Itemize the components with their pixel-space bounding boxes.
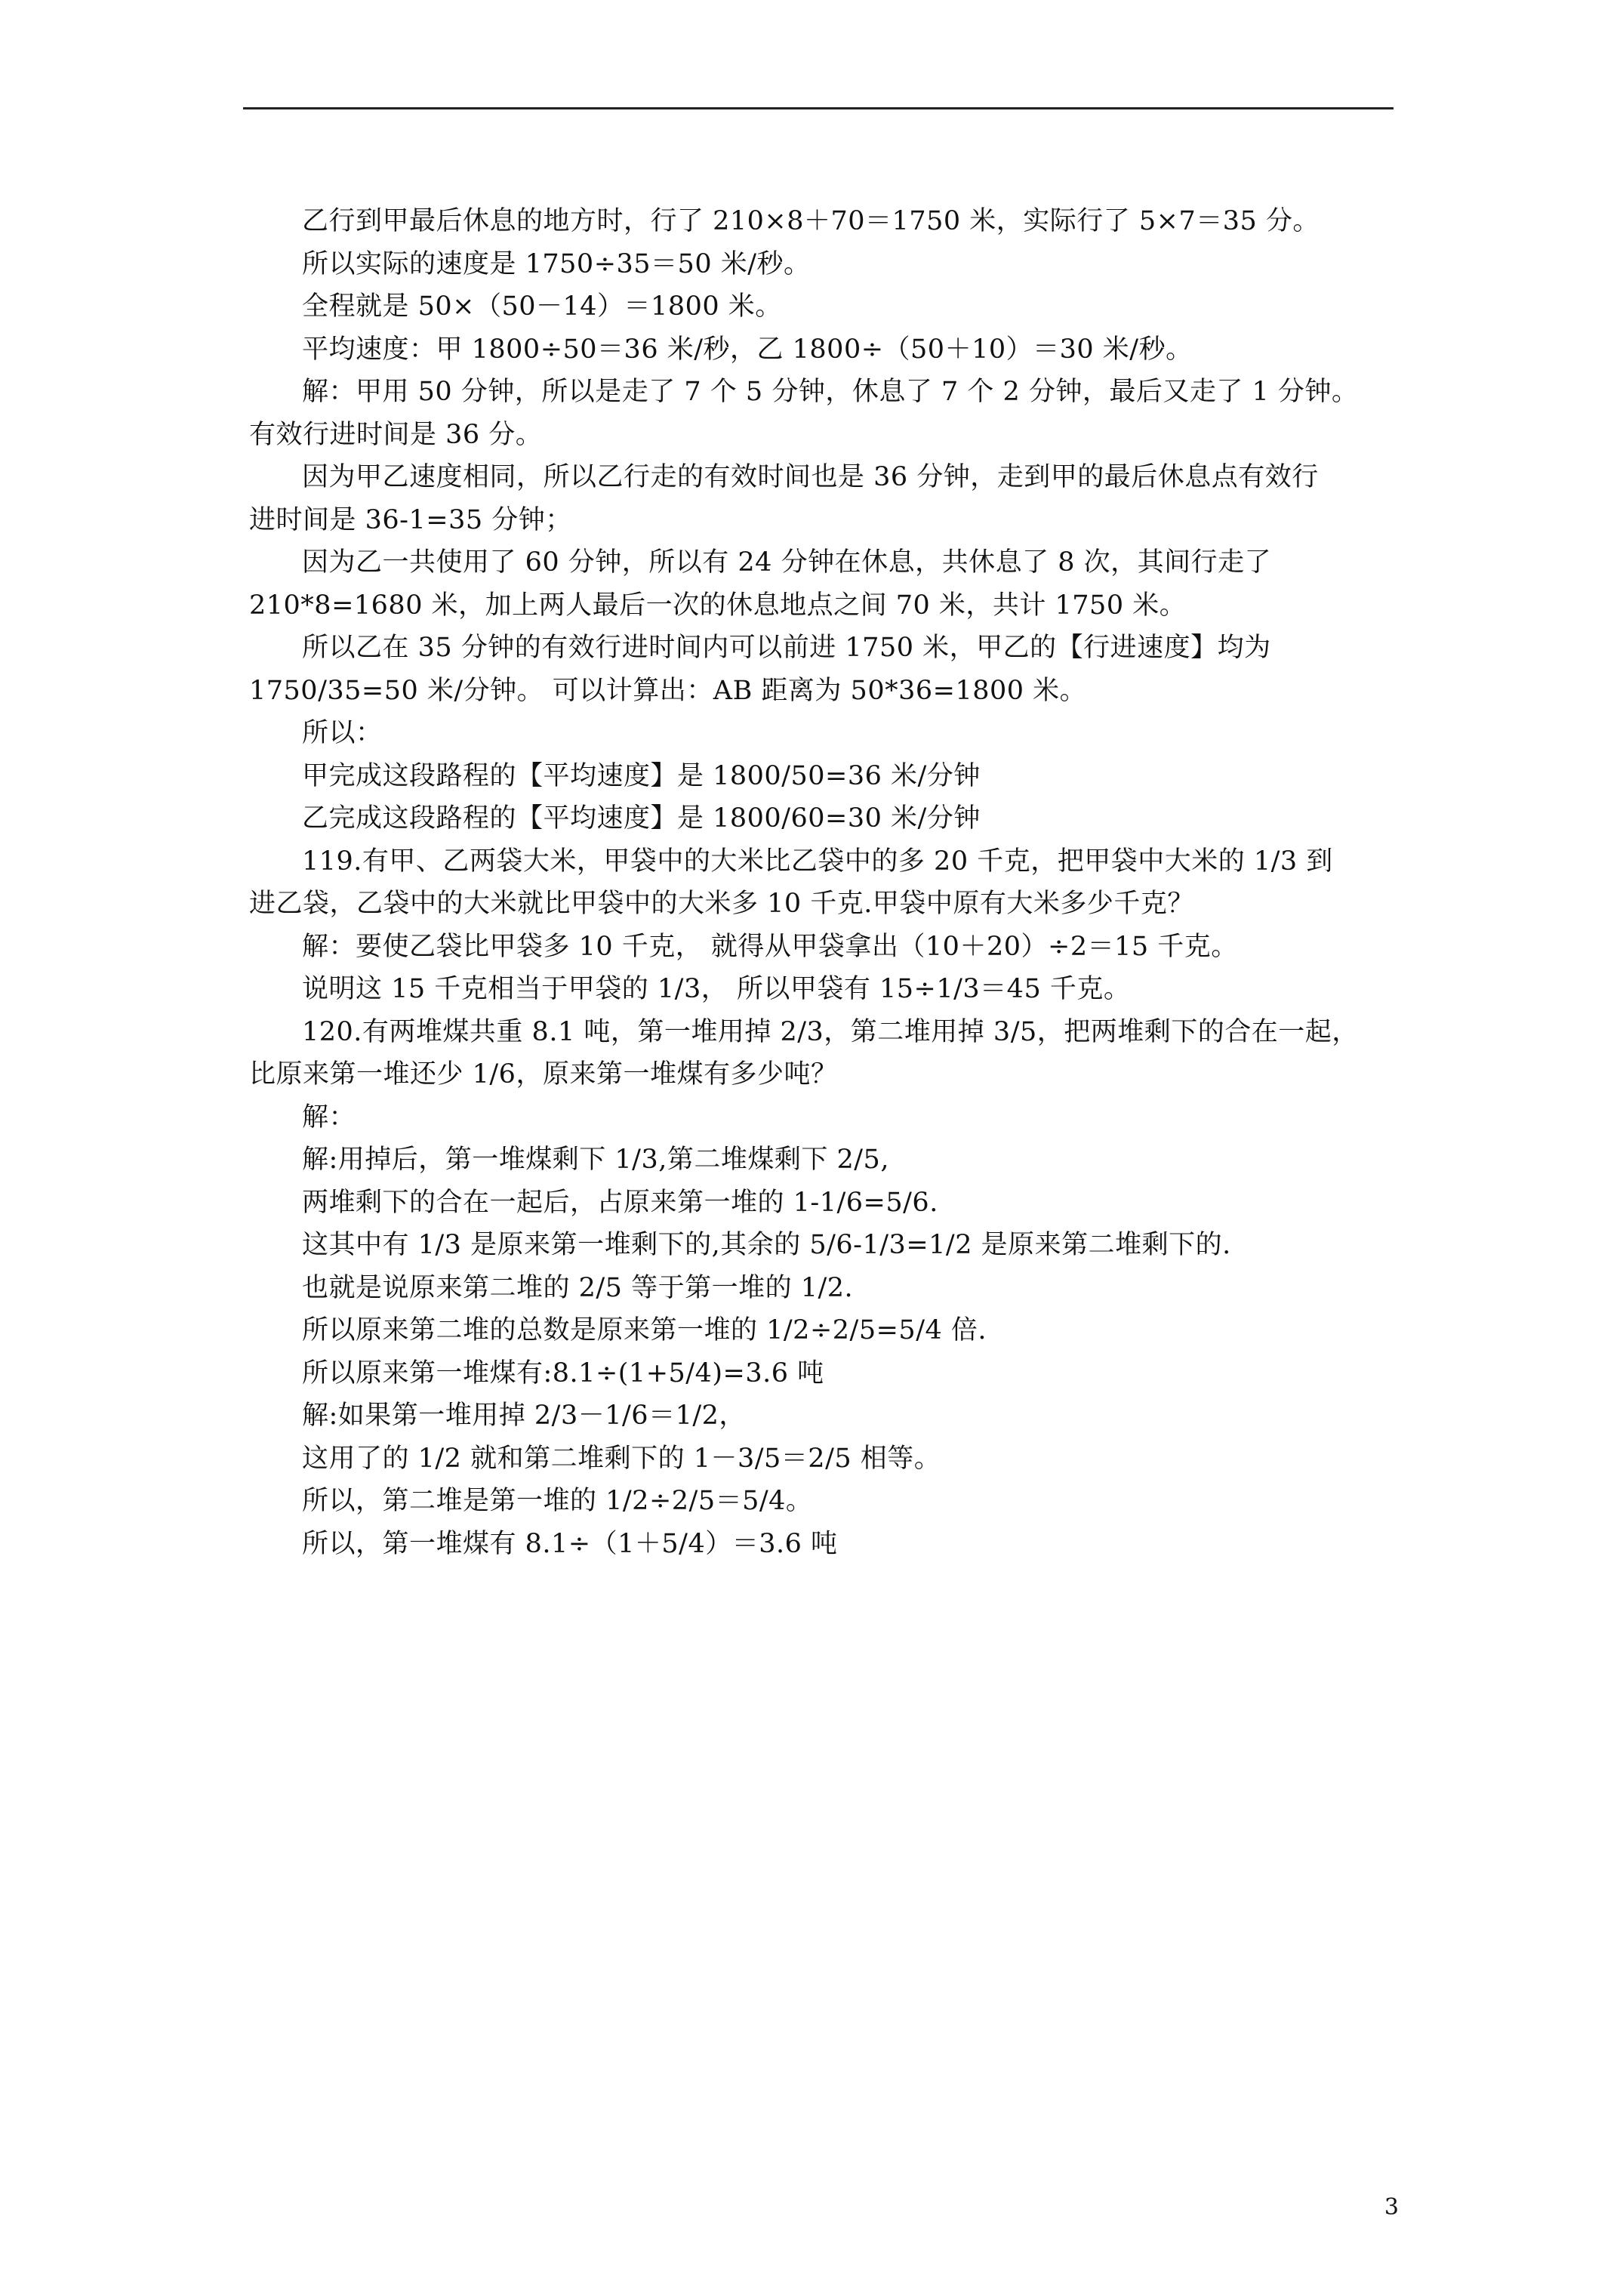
- text-line: 120.有两堆煤共重 8.1 吨，第一堆用掉 2/3，第二堆用掉 3/5，把两堆剩下的合在一起，: [302, 1016, 1359, 1047]
- text-line: 解：: [302, 1102, 356, 1133]
- text-line: 乙行到甲最后休息的地方时，行了 210×8＋70＝1750 米，实际行了 5×7＝35 分。: [302, 206, 1320, 236]
- text-line: 210*8=1680 米，加上两人最后一次的休息地点之间 70 米，共计 1750 米。: [249, 590, 1187, 621]
- text-line: 有效行进时间是 36 分。: [249, 419, 543, 450]
- page-number: 3: [1384, 2194, 1399, 2220]
- text-line: 这用了的 1/2 就和第二堆剩下的 1－3/5＝2/5 相等。: [302, 1443, 941, 1474]
- text-line: 所以原来第二堆的总数是原来第一堆的 1/2÷2/5=5/4 倍.: [302, 1315, 987, 1345]
- text-line: 乙完成这段路程的【平均速度】是 1800/60=30 米/分钟: [302, 803, 981, 834]
- document-body: [249, 200, 1393, 1565]
- text-line: 所以实际的速度是 1750÷35＝50 米/秒。: [302, 248, 811, 279]
- header-rule: [243, 107, 1394, 109]
- text-line: 所以，第一堆煤有 8.1÷（1＋5/4）＝3.6 吨: [302, 1528, 838, 1559]
- text-line: 甲完成这段路程的【平均速度】是 1800/50=36 米/分钟: [302, 760, 981, 791]
- text-line: 解：甲用 50 分钟，所以是走了 7 个 5 分钟，休息了 7 个 2 分钟，最后又走了 1 分钟。: [302, 377, 1359, 407]
- text-line: 因为甲乙速度相同，所以乙行走的有效时间也是 36 分钟，走到甲的最后休息点有效行: [302, 462, 1319, 492]
- text-line: 说明这 15 千克相当于甲袋的 1/3， 所以甲袋有 15÷1/3＝45 千克。: [302, 974, 1131, 1004]
- text-line: 所以乙在 35 分钟的有效行进时间内可以前进 1750 米，甲乙的【行进速度】均为: [302, 633, 1271, 663]
- text-line: 解:如果第一堆用掉 2/3－1/6＝1/2，: [302, 1401, 746, 1431]
- text-line: 所以，第二堆是第一堆的 1/2÷2/5＝5/4。: [302, 1486, 813, 1516]
- text-line: 119.有甲、乙两袋大米，甲袋中的大米比乙袋中的多 20 千克，把甲袋中大米的 1/3 到: [302, 846, 1333, 877]
- text-line: 两堆剩下的合在一起后，占原来第一堆的 1-1/6=5/6.: [302, 1187, 938, 1218]
- text-line: 进时间是 36-1=35 分钟；: [249, 504, 572, 535]
- text-line: 1750/35=50 米/分钟。 可以计算出：AB 距离为 50*36=1800 米。: [249, 675, 1087, 706]
- text-line: 平均速度：甲 1800÷50＝36 米/秒，乙 1800÷（50＋10）＝30 米/秒。: [302, 334, 1193, 365]
- text-line: 解：要使乙袋比甲袋多 10 千克， 就得从甲袋拿出（10＋20）÷2＝15 千克。: [302, 931, 1238, 962]
- text-line: 因为乙一共使用了 60 分钟，所以有 24 分钟在休息，共休息了 8 次，其间行走了: [302, 547, 1272, 578]
- text-line: 全程就是 50×（50－14）＝1800 米。: [302, 291, 782, 322]
- text-line: 这其中有 1/3 是原来第一堆剩下的,其余的 5/6-1/3=1/2 是原来第二堆剩下的.: [302, 1230, 1231, 1260]
- text-line: 进乙袋，乙袋中的大米就比甲袋中的大米多 10 千克.甲袋中原有大米多少千克？: [249, 889, 1194, 919]
- text-line: 解:用掉后，第一堆煤剩下 1/3,第二堆煤剩下 2/5,: [302, 1145, 889, 1175]
- text-line: 所以原来第一堆煤有:8.1÷(1+5/4)=3.6 吨: [302, 1358, 824, 1388]
- text-line: 比原来第一堆还少 1/6，原来第一堆煤有多少吨？: [249, 1059, 838, 1089]
- text-line: 也就是说原来第二堆的 2/5 等于第一堆的 1/2.: [302, 1272, 854, 1303]
- text-line: 所以：: [302, 718, 383, 748]
